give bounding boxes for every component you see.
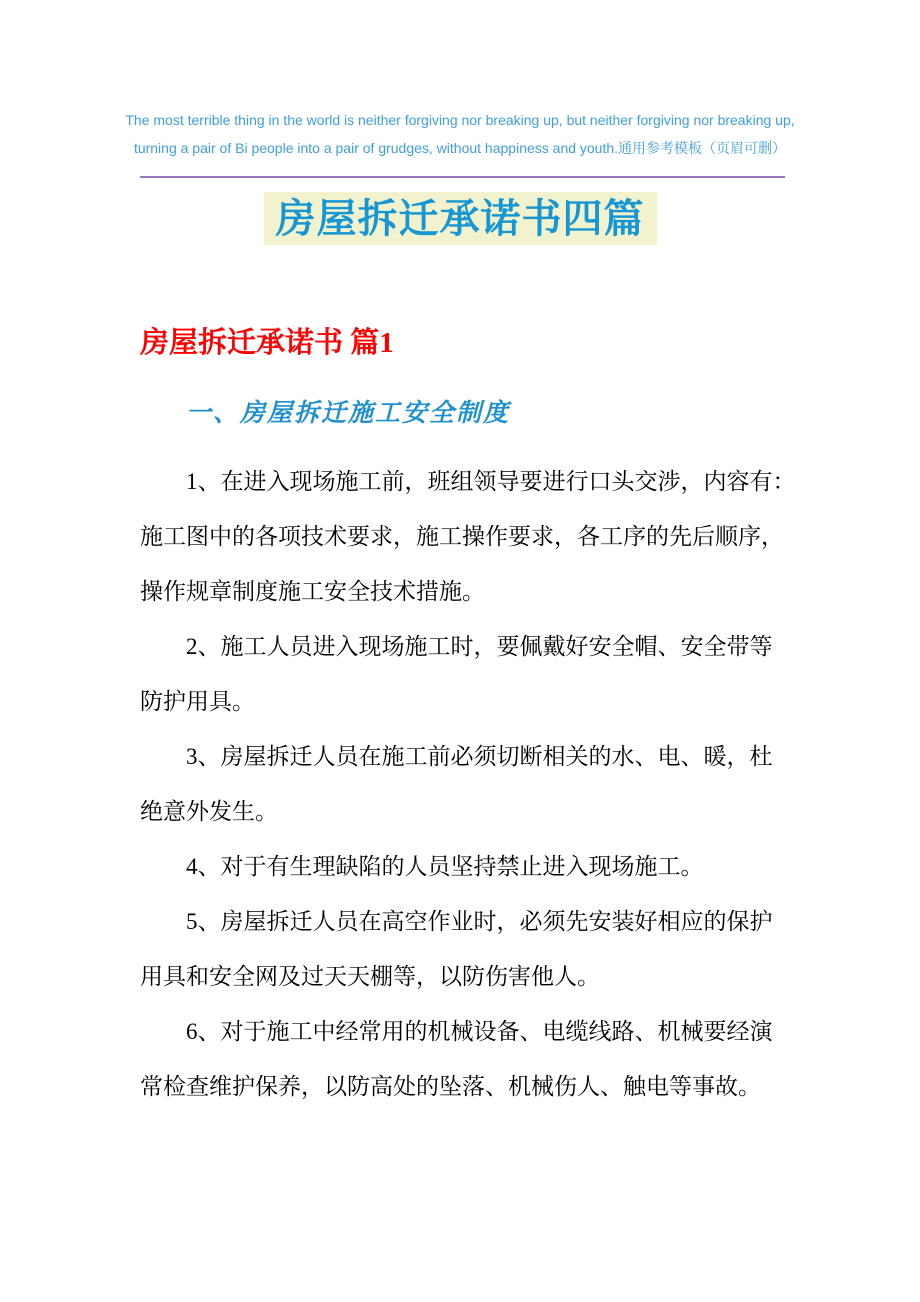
paragraph (140, 894, 800, 1004)
paragraph (140, 839, 800, 894)
paragraph (140, 1004, 800, 1114)
paragraph-line: 常检查维护保养，以防高处的坠落、机械伤人、触电等事故。 (140, 1074, 761, 1099)
paragraph-line: 5、房屋拆迁人员在高空作业时，必须先安装好相应的保护 (186, 909, 773, 934)
paragraph (140, 729, 800, 839)
paragraph-line: 用具和安全网及过天天棚等，以防伤害他人。 (140, 964, 600, 989)
paragraph-line: 4、对于有生理缺陷的人员坚持禁止进入现场施工。 (186, 854, 704, 879)
paragraph-line: 施工图中的各项技术要求，施工操作要求，各工序的先后顺序， (140, 524, 784, 549)
paragraph-line: 操作规章制度施工安全技术措施。 (140, 579, 485, 604)
paragraph-line: 1、在进入现场施工前，班组领导要进行口头交涉，内容有： (186, 469, 796, 494)
paragraph-line: 6、对于施工中经常用的机械设备、电缆线路、机械要经演 (186, 1019, 773, 1044)
header-line-2: turning a pair of Bi people into a pair of grudges, without happiness and youth.通用参考模板（页眉可删） (133, 140, 787, 156)
page-title: 房屋拆迁承诺书四篇 (264, 192, 657, 245)
body-paragraphs (140, 454, 800, 1114)
section-subheading: 一、房屋拆迁施工安全制度 (186, 400, 511, 427)
paragraph (140, 454, 800, 619)
paragraph-line: 防护用具。 (140, 689, 255, 714)
page-header (0, 0, 920, 162)
paragraph (140, 619, 800, 729)
paragraph-line: 3、房屋拆迁人员在施工前必须切断相关的水、电、暖，杜 (186, 744, 773, 769)
paragraph-line: 绝意外发生。 (140, 799, 278, 824)
title-row (0, 192, 920, 245)
section-heading: 房屋拆迁承诺书 篇1 (140, 327, 394, 359)
header-divider (140, 176, 785, 178)
header-line-1: The most terrible thing in the world is neither forgiving nor breaking up, but neither forgiving nor breaking up, (125, 112, 795, 128)
paragraph-line: 2、施工人员进入现场施工时，要佩戴好安全帽、安全带等 (186, 634, 773, 659)
